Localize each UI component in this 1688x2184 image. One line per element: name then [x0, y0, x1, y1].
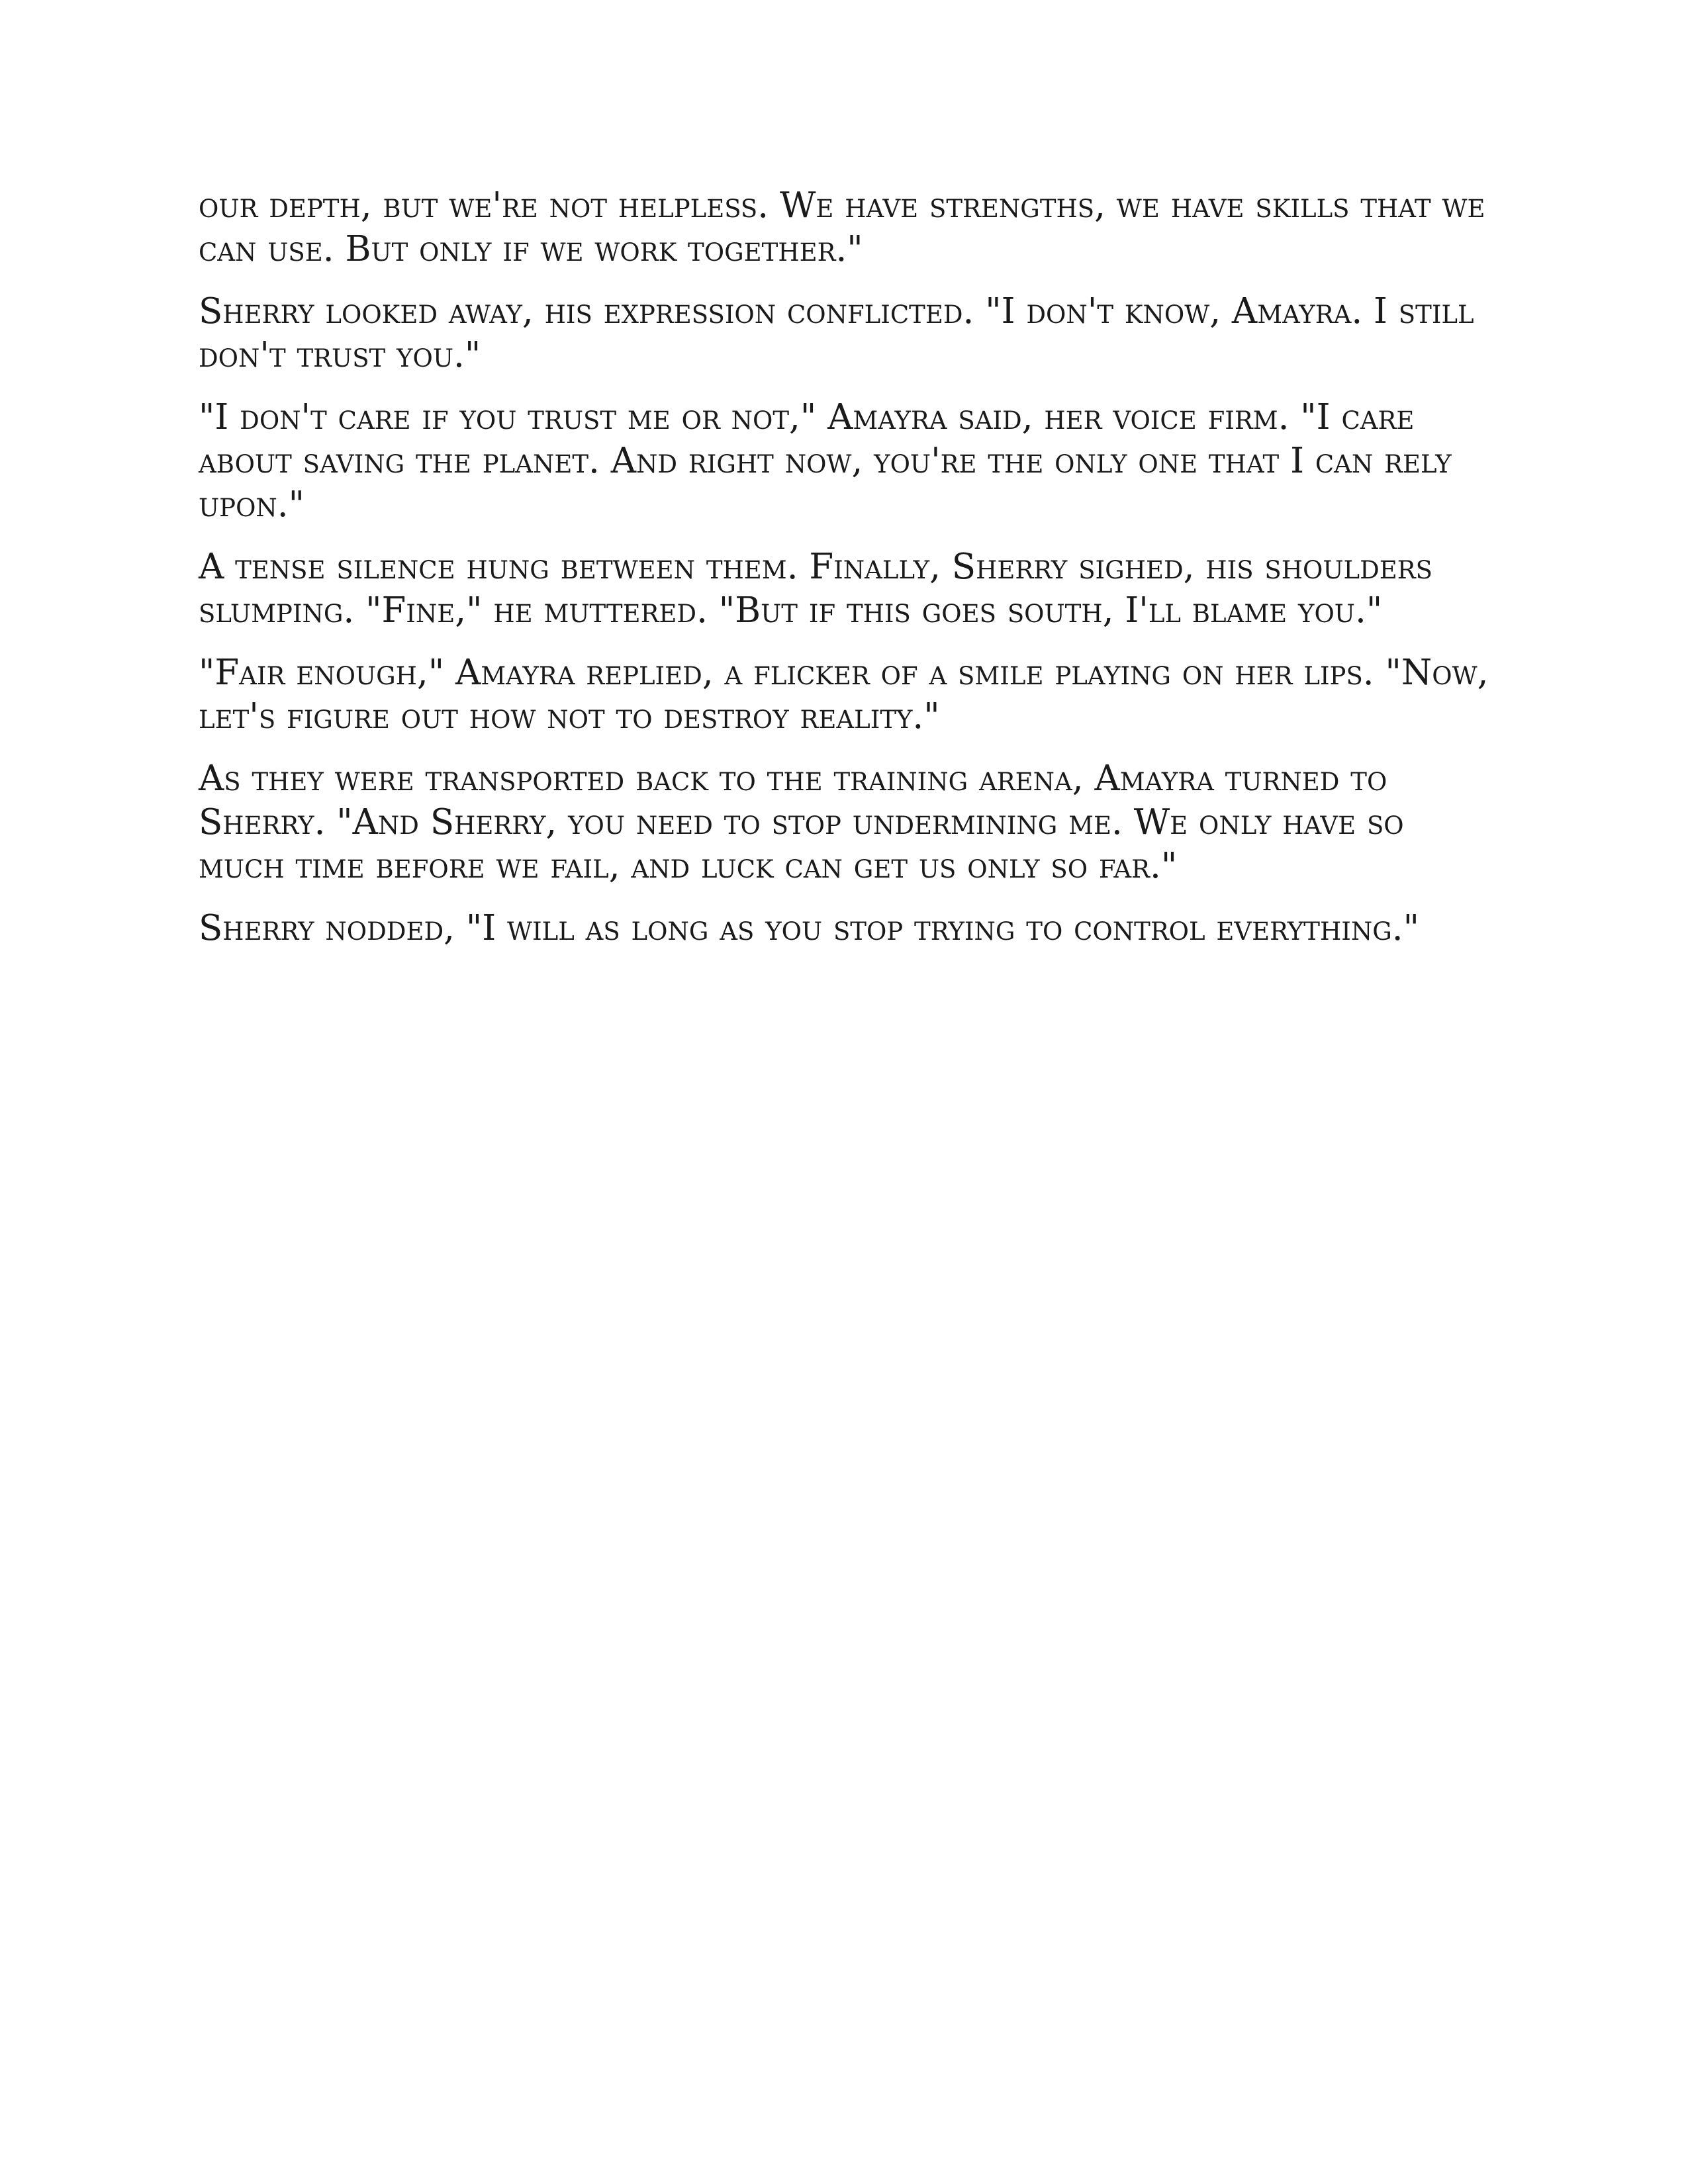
paragraph: our depth, but we're not helpless. We have strengths, we have skills that we can use. But only if we work together.": [199, 185, 1485, 269]
paragraph: Sherry looked away, his expression conflicted. "I don't know, Amayra. I still don't trust you.": [199, 291, 1474, 375]
paragraph: A tense silence hung between them. Finally, Sherry sighed, his shoulders slumping. "Fine," he muttered. "But if this goes south, I'll blame you.": [199, 547, 1433, 631]
paragraph: "I don't care if you trust me or not," Amayra said, her voice firm. "I care about saving the planet. And right now, you're the only one that I can rely upon.": [199, 397, 1452, 525]
paragraph: As they were transported back to the training arena, Amayra turned to Sherry. "And Sherry, you need to stop undermining me. We only have so much time before we fail, and luck can get us only so far.": [199, 758, 1404, 886]
paragraph: "Fair enough," Amayra replied, a flicker of a smile playing on her lips. "Now, let's figure out how not to destroy reality.": [199, 653, 1489, 737]
paragraph: Sherry nodded, "I will as long as you stop trying to control everything.": [199, 908, 1420, 948]
story-text: [199, 184, 1489, 969]
